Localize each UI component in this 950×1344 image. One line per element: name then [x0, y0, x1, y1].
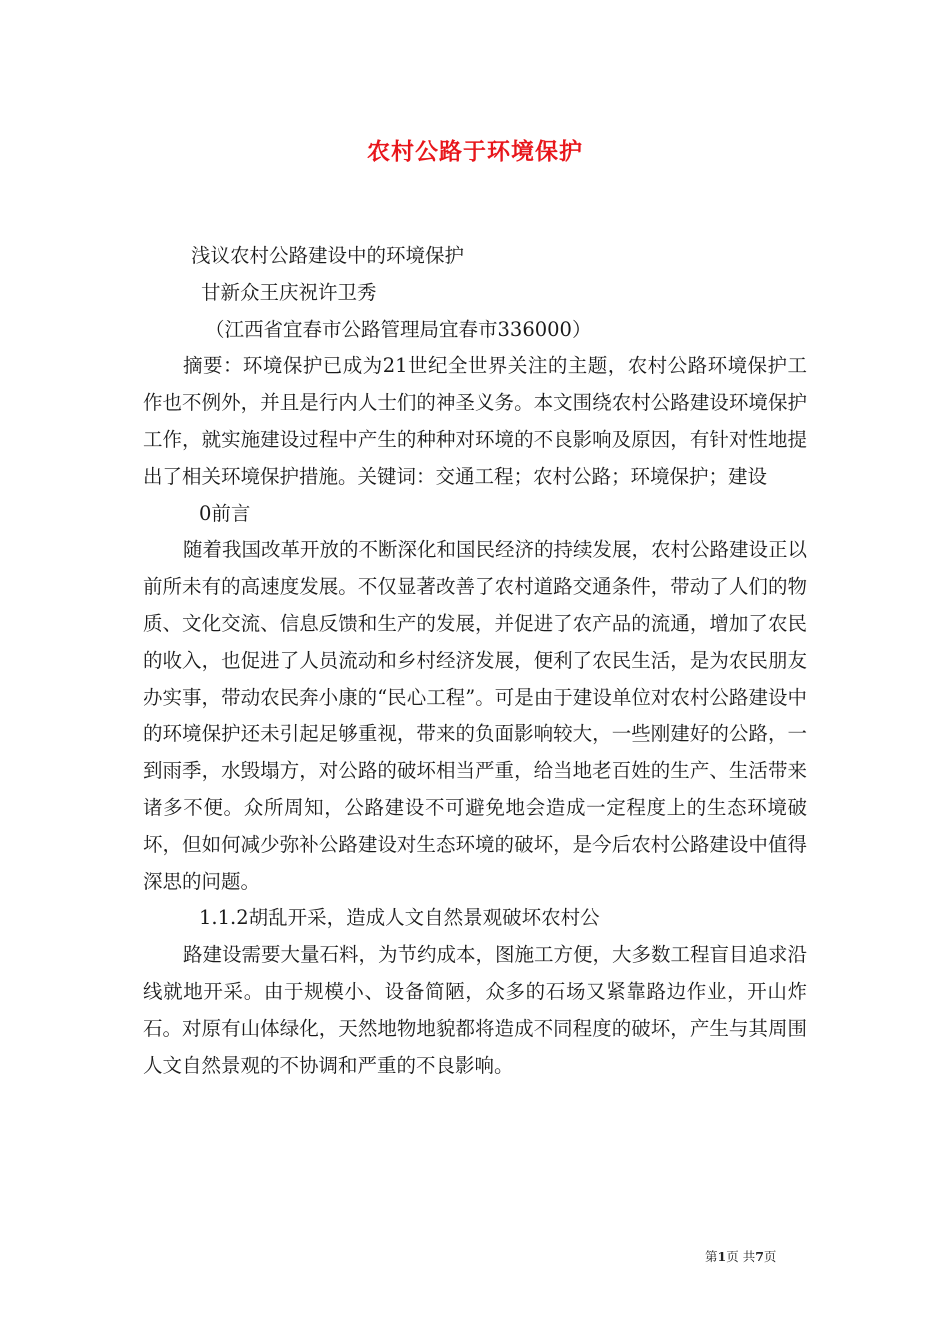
footer-prefix: 第: [705, 1249, 718, 1264]
section-heading: 0前言: [199, 501, 251, 525]
subsection-heading: 1.1.2胡乱开采，造成人文自然景观破坏农村公: [199, 906, 600, 930]
page-number-footer: [705, 1247, 776, 1265]
current-page-number: 1: [717, 1249, 727, 1264]
body-paragraph: 随着我国改革开放的不断深化和国民经济的持续发展，农村公路建设正以前所未有的高速度发展。不仅显著改善了农村道路交通条件，带动了人们的物质、文化交流、信息反馈和生产的发展，并促进了农产品的流通，增加了农民的收入，也促进了人员流动和乡村经济发展，便利了农民生活，是为农民朋友办实事，带动农民奔小康的“民心工程”。可是由于建设单位对农村公路建设中的环境保护还未引起足够重视，带来的负面影响较大，一些刚建好的公路，一到雨季，水毁塌方，对公路的破坏相当严重，给当地老百姓的生产、生活带来诸多不便。众所周知，公路建设不可避免地会造成一定程度上的生态环境破坏，但如何减少弥补公路建设对生态环境的破坏，是今后农村公路建设中值得深思的问题。: [143, 538, 808, 893]
article-subtitle: 浅议农村公路建设中的环境保护: [191, 244, 465, 267]
document-body: [143, 238, 807, 1084]
footer-suffix: 页: [763, 1249, 777, 1264]
authors-line: 甘新众王庆祝许卫秀: [201, 280, 377, 304]
affiliation-line: （江西省宜春市公路管理局宜春市336000）: [205, 317, 592, 341]
document-title: 农村公路于环境保护: [367, 138, 583, 165]
abstract-paragraph: 摘要：环境保护已成为21世纪全世界关注的主题，农村公路环境保护工作也不例外，并且是行内人士们的神圣义务。本文围绕农村公路建设环境保护工作，就实施建设过程中产生的种种对环境的不良影响及原因，有针对性地提出了相关环境保护措施。关键词：交通工程；农村公路；环境保护；建设: [143, 354, 807, 488]
footer-middle: 页 共: [726, 1249, 756, 1264]
body-paragraph: 路建设需要大量石料，为节约成本，图施工方便，大多数工程盲目追求沿线就地开采。由于规模小、设备简陋，众多的石场又紧靠路边作业，开山炸石。对原有山体绿化，天然地物地貌都将造成不同程度的破坏，产生与其周围人文自然景观的不协调和严重的不良影响。: [143, 943, 808, 1077]
total-pages-number: 7: [755, 1249, 764, 1264]
